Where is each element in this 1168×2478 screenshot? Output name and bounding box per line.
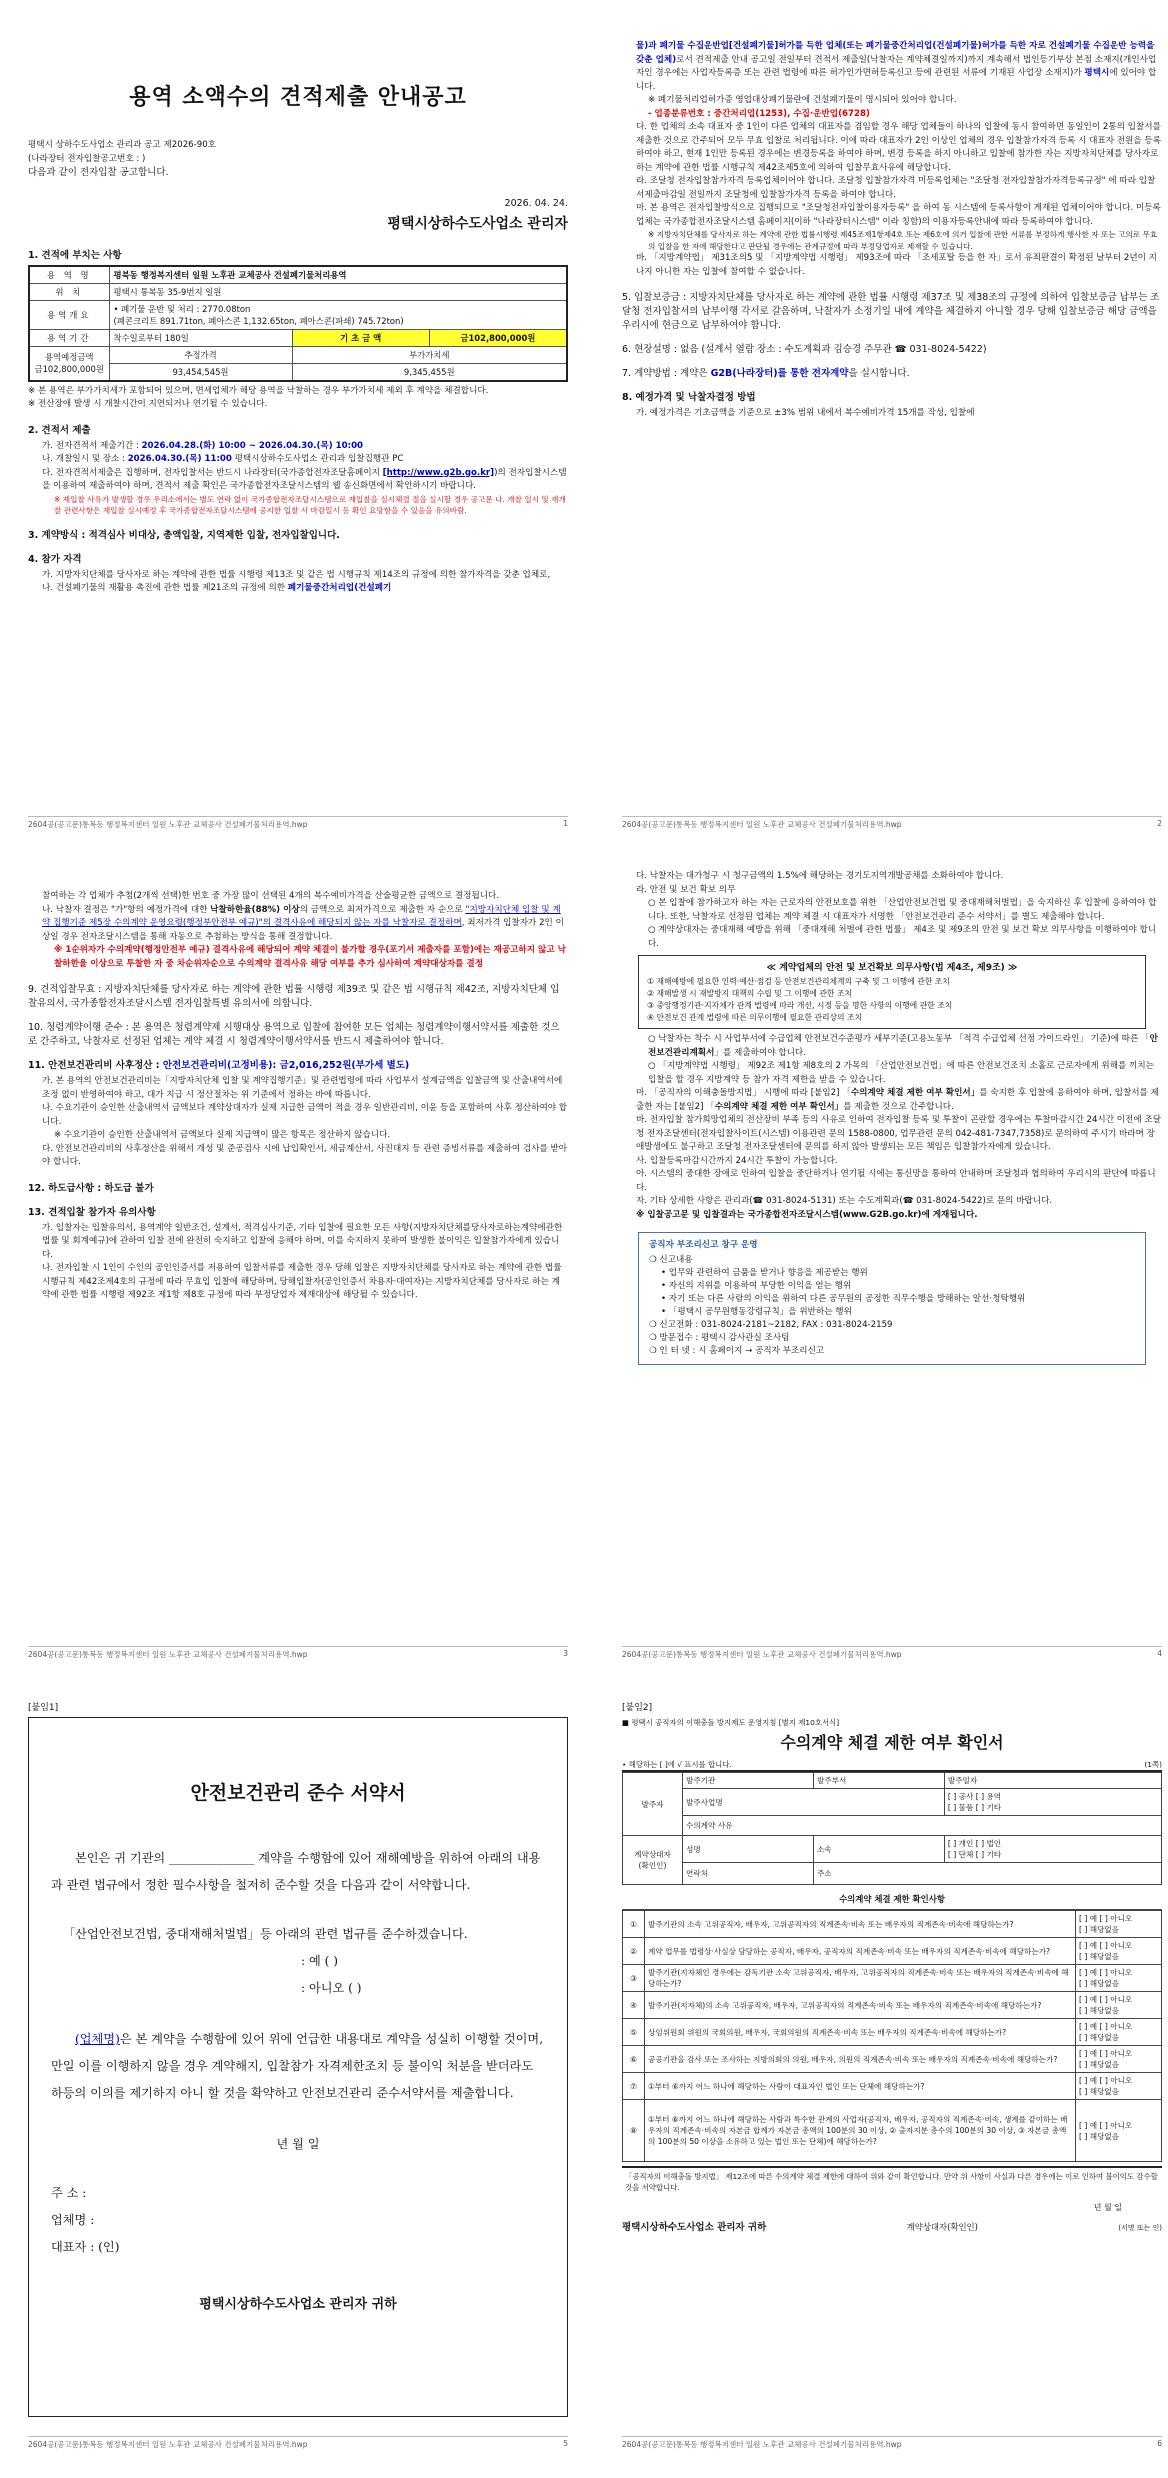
- corruption-report-box: [638, 1232, 1146, 1365]
- qualification-ba: 바. 「지방계약법」 제31조의5 및 「지방계약법 시행령」 제93조에 따라 「조세포탈 등을 한 자」로서 유죄판결이 확정된 날부터 2년이 지나지 아니한 자는 입찰에 참여할 수 없습니다.: [636, 253, 1157, 277]
- report-line: • 자기 또는 다른 사람의 이익을 위하여 다른 공무원의 공정한 직무수행을 방해하는 알선·청탁행위: [661, 1294, 1026, 1304]
- qualification-b-cont: [622, 40, 1162, 94]
- form-date: 년 월 일: [1093, 2203, 1122, 2212]
- item-ja: 자. 기타 상세한 사항은 관리과(☎ 031-8024-5131) 또는 수도계획과(☎ 031-8024-5422)로 문의 바랍니다.: [636, 1196, 1053, 1206]
- label-base-amount: 기 초 금 액: [293, 330, 429, 346]
- check-row: [623, 1938, 1162, 1965]
- footer-filename: 2604공(공고문)통복동 행정복지센터 일원 노후관 교체공사 건설폐기물처리용역.hwp: [622, 820, 902, 829]
- page-footer: [622, 2436, 1162, 2450]
- section-8-b-link-text: "지방자치단체 입찰 및 계약 집행기준 제5장 수의계약 운영요령(행정부안전부 예규)"의 결격사유에 해당되지 않는 자를 낙찰자로 결정하며: [42, 904, 561, 928]
- company-name-placeholder: (업체명): [75, 2032, 120, 2046]
- report-phone: ❍ 신고전화 : 031-8024-2181~2182, FAX : 031-8024-2159: [649, 1320, 893, 1330]
- waste-permit-note: ※ 폐기물처리업허가증 영업대상폐기물란에 건설폐기물이 명시되어 있어야 합니다.: [648, 95, 957, 105]
- check-row-number: ④: [623, 1992, 645, 2019]
- yes-no-checkbox[interactable]: [ ] 예 [ ] 아니오: [1079, 1968, 1133, 1977]
- type-checkbox-2[interactable]: [ ] 단체 [ ] 기타: [947, 1850, 1002, 1859]
- pledge-para-2: 「산업안전보건법, 중대재해처벌법」등 아래의 관련 법규를 준수하겠습니다.: [63, 1927, 468, 1941]
- submit-period: [28, 440, 568, 454]
- not-applicable-checkbox[interactable]: [ ] 해당없음: [1079, 2033, 1120, 2042]
- section-10: 10. 청렴계약이행 준수 : 본 용역은 청렴계약제 시행대상 용역으로 입찰에 참여한 모든 업체는 청렴계약이행서약서를 제출한 것으로 간주하고, 낙찰자로 선정된 업체는 계약 체결 시 청렴계약이행서약서를 반드시 제출하여야 합니다.: [28, 1022, 560, 1047]
- label-period: 용역기간: [29, 329, 109, 346]
- report-internet: ❍ 인 터 넷 : 시 홈페이지 → 공직자 부조리신고: [649, 1346, 825, 1356]
- section-11-a: 가. 본 용역의 안전보건관리비는「지방자치단체 입찰 및 계약집행기준」및 관련법령에 따라 사업부서 설계금액을 입찰금액 및 산출내역서에 조정 없이 반영하여야 하고, 대가 지급 시 정산절차는 위 기준에서 정하는 바에 따릅니다.: [42, 1076, 563, 1100]
- not-applicable-checkbox[interactable]: [ ] 해당없음: [1079, 2087, 1120, 2096]
- page-footer: [622, 1646, 1162, 1660]
- label-order-org: 발주기관: [683, 1773, 814, 1789]
- section-8-b-mid: 의 금액으로 최저가격으로 제출한 자 순으로: [299, 904, 466, 915]
- notice-number: 평택시 상하수도사업소 관리과 공고 제2026-90호: [28, 140, 216, 150]
- page-footer: [622, 816, 1162, 830]
- report-box-title: 공직자 부조리신고 창구 운영: [649, 1240, 758, 1250]
- pledge-form: [28, 1717, 568, 2417]
- not-applicable-checkbox[interactable]: [ ] 해당없음: [1079, 2131, 1120, 2141]
- yes-no-checkbox[interactable]: [ ] 예 [ ] 아니오: [1079, 2022, 1133, 2031]
- section-9: 9. 견적입찰무효 : 지방자치단체를 당사자로 하는 계약에 관한 법률 시행령 제39조 및 같은 법 시행규칙 제42조, 지방자치단체 입찰유의서, 국가종합전자조달시스템 전자입찰특별 유의서에 의합니다.: [28, 984, 560, 1009]
- notice-date: 2026. 04. 24.: [504, 197, 568, 209]
- annex-label: [붙임1]: [28, 1703, 59, 1713]
- form-signature[interactable]: (서명 또는 인): [1118, 2224, 1162, 2232]
- item-ma-end: 를 제출한 것으로 간주합니다.: [843, 1101, 954, 1112]
- section-2-heading: 2. 견적서 제출: [28, 424, 91, 436]
- check-row-answer[interactable]: [1076, 1938, 1162, 1965]
- section-11-b: 나. 수요기관이 승인한 산출내역서 금액보다 계약상대자가 실제 지급한 금액이 적을 경우 일반관리비, 이윤 등을 포함하여 사후 정산하여야 합니다.: [42, 1103, 568, 1127]
- industry-code: - 업종분류번호 : 중간처리업(1253), 수집·운반업(6728): [648, 108, 870, 119]
- submit-method-text-2: )의 전자입찰시스템을 이용하여 제출하여야 하며, 견적서 제출 확인은 국가종합전자조달시스템의 웹 송신화면에서 확인하시기 바랍니다.: [42, 467, 567, 491]
- section-1-heading: 1. 견적에 부치는 사항: [28, 249, 122, 261]
- section-7-end: 을 실시합니다.: [848, 368, 910, 379]
- pledge-ceo[interactable]: 대표자 : (인): [51, 2240, 120, 2254]
- label-contract-reason: 수의계약 사유: [683, 1816, 1162, 1836]
- footer-page-number: 6: [1157, 2439, 1162, 2448]
- value-base-amount: 금102,800,000원: [429, 330, 566, 346]
- section-11-label: 11. 안전보건관리비 사후정산 :: [28, 1060, 163, 1071]
- section-6: 6. 현장설명 : 없음 (설계서 열람 장소 : 수도계획과 김승경 주무관 ☎ 031-8024-5422): [622, 344, 987, 355]
- page-5: [28, 1700, 568, 2450]
- item-ba: 바. 전자입찰 참가희망업체의 전산장비 부족 등의 사유로 인하여 전자입찰 등록 및 투찰이 곤란할 경우에는 투찰마감시간 24시간 이전에 조달청 전자조달센터(전자입찰사이트(시스템) 이용관련 문의 1588-0800, 업무관련 문의 042-481-7347,7358)로 문의하여 주시기 바라며 장애발생에도 불구하고 조달청 전자조달센터에 문의를 하지 않아 발생되는 모든 책임은 입찰참가자에게 있습니다.: [636, 1115, 1161, 1152]
- section-8-b-rate: 낙찰하한율(88%) 이상: [210, 904, 300, 915]
- label-location: 위 치: [29, 283, 109, 300]
- section-7-label: 7. 계약방법 : 계약은: [622, 368, 711, 379]
- item-da: 다. 낙찰자는 대가청구 시 청구금액의 1.5%에 해당하는 경기도지역개발공채를 소화하여야 합니다.: [636, 871, 1004, 881]
- label-summary: 용역개요: [29, 300, 109, 329]
- safety-plan-text: ○ 낙찰자는 착수 시 사업부서에 수급업체 안전보건수준평가 세부기준(고용노동부 「적격 수급업체 선정 가이드라인」 기준)에 따른 「: [648, 1034, 1150, 1044]
- check-row-number: ⑧: [623, 2100, 645, 2162]
- footer-page-number: 3: [563, 1649, 568, 1658]
- footer-filename: 2604공(공고문)통복동 행정복지센터 일원 노후관 교체공사 건설폐기물처리용역.hwp: [28, 1650, 308, 1659]
- section-12: 12. 하도급사항 : 하도급 불가: [28, 1182, 154, 1194]
- check-row-question: ①부터 ⑥까지 어느 하나에 해당하는 사람과 특수한 관계의 사업자(공직자, 배우자, 공직자의 직계존속·비속, 생계를 같이하는 배우자의 직계존속·비속의 자본금 합계가 자본금 총액의 100분의 30 이상, ② 출자지분 총수의 100분의 30 이상, ③ 자본금 총액의 100분의 50 이상을 소유하고 있는 법인 또는 단체)에 해당하는가?: [645, 2100, 1076, 2162]
- safety-plan-title: 안전보건관리계획서: [648, 1034, 1158, 1058]
- note-vat: ※ 본 용역은 부가가치세가 포함되어 있으며, 면세업체가 해당 용역을 낙찰하는 경우 부가가치세 제외 후 계약을 체결합니다.: [28, 385, 489, 396]
- city-name: 평택시: [1084, 68, 1110, 78]
- section-11-c: 다. 안전보건관리비의 사후정산을 위해서 개성 및 준공검사 시에 납입확인서, 세금계산서, 사진대지 등 관련 증빙서류를 제출하여 검사를 받아야 합니다.: [42, 1143, 568, 1167]
- page-4: [622, 870, 1162, 1660]
- safety-plan-clause: [622, 1033, 1162, 1060]
- safety-duty-3: ③ 중앙행정기관·지자체가 관계 법령에 따라 개선, 시정 등을 명한 사항의 이행에 관한 조치: [647, 1001, 953, 1010]
- item-sa: 사. 입찰등록마감시간까지 24시간 투찰이 가능합니다.: [636, 1155, 838, 1166]
- page-footer: [28, 2436, 568, 2450]
- category-checkbox-1[interactable]: [ ] 공사 [ ] 용역: [947, 1792, 1002, 1801]
- label-contractor: 계약상대자 (확인인): [623, 1836, 683, 1885]
- submit-method: [28, 467, 568, 494]
- label-order-date: 발주일자: [944, 1773, 1161, 1789]
- rebid-note: ※ 제입찰 사유가 발생할 경우 우리소에서는 별도 연락 없이 국가종합전자조달시스템으로 재입찰을 실시체결 절을 실시할 경우 공고문 나. 개찰 일시 및 재개찰 관련사항은 재입찰 실시예정 후 국가종합전자조달시스템에 공지한 입찰 시 마감일시 등 확인 요망함을 수 있음을 유의바람.: [54, 494, 566, 515]
- qualification-da: 다. 한 업체의 소속 대표자 중 1인이 다른 업체의 대표자를 겸임할 경우 해당 업체들이 하나의 입찰에 동시 참여하면 동일인이 2통의 입찰서를 제출한 것으로 간주되어 모두 무효 입찰로 처리됩니다. 이에 따라 대표자가 2인 이상인 업체의 경우 입찰참가자격 등록 시 대표자 전원을 등록하여야 하고, 현재 1인만 등록된 경우에는 변경등록을 하여야 하며, 변경 등록을 하지 아니하고 입찰에 참가한 자는 지방자치단체를 당사자로 하는 계약에 관한 법률 시행규칙 제42조제5호에 의하여 입찰무효사유에 해당합니다.: [636, 122, 1161, 173]
- form-instruction: • 해당하는 [ ]에 √ 표시를 합니다.: [622, 1760, 732, 1769]
- label-name: 용 역 명: [29, 266, 109, 284]
- check-items-table: [622, 1910, 1162, 2162]
- item-ma-form-1: 수의계약 체결 제한 여부 확인서」: [850, 1088, 980, 1098]
- section-13-b: 나. 전자입찰 시 1인이 수인의 공인인증서를 저용하여 입찰서류를 제출한 경우 당해 입찰은 지방자치단체를 당사자로 하는 계약에 관한 법률 시행규칙 제42조제4호의 규정에 따라 무효입 입찰에 해당하며, 당해입찰자(공인인증서 차용자·대여자)는 지방자치단체를 당사자로 하는 계약에 관한 법률 시행령 제92조 제1항 제8호 규정에 따라 부정당업자 제재대상에 해당될 수 있습니다.: [42, 1263, 562, 1300]
- form-page-indicator: (1쪽): [1144, 1760, 1162, 1769]
- submit-method-text-1: 다. 전자견적서제출은 집행하며, 전자입찰서는 반드시 나라장터(국가종합전자조달홈페이지: [42, 467, 380, 478]
- section-11-amount: 안전보건관리비(고정비용): 금2,016,252원(부가세 별도): [162, 1060, 410, 1071]
- check-row: [623, 1911, 1162, 1938]
- pledge-para-1: 본인은 귀 기관의 ______________ 계약을 수행함에 있어 재해예방을 위하여 아래의 내용과 관련 법규에서 정한 필수사항을 철저히 준수할 것을 다음과 같이 서약합니다.: [51, 1851, 541, 1892]
- orderer-table: [622, 1772, 1162, 1885]
- report-line: • 업무와 관련하여 금품을 받거나 향응을 제공받는 행위: [661, 1268, 868, 1278]
- footer-filename: 2604공(공고문)통복동 행정복지센터 일원 노후관 교체공사 건설폐기물처리용역.hwp: [622, 2440, 902, 2449]
- section-11-heading: [28, 1057, 568, 1071]
- section-8-a-cont: 참여하는 각 업체가 추첨(2개씩 선택)한 번호 중 가장 많이 선택된 4개의 복수예비가격을 산술평균한 금액으로 결정됩니다.: [42, 891, 500, 901]
- check-row: [623, 2019, 1162, 2046]
- summary-line-1: • 폐기물 운반 및 처리 : 2770.08ton: [113, 303, 251, 314]
- value-location: 평택시 통복동 35-9번지 일원: [109, 283, 567, 300]
- form-title: 수의계약 체결 제한 여부 확인서: [780, 1733, 1004, 1752]
- value-estimated: 93,454,545원: [109, 363, 292, 381]
- footer-filename: 2604공(공고문)통복동 행정복지센터 일원 노후관 교체공사 건설폐기물처리용역.hwp: [28, 2440, 308, 2449]
- check-row-question: ①부터 ⑥까지 어느 하나에 해당하는 사람이 대표자인 법인 또는 단체에 해당하는가?: [645, 2073, 1076, 2100]
- yes-no-checkbox[interactable]: [ ] 예 [ ] 아니오: [1079, 2076, 1133, 2085]
- check-row: [623, 1965, 1162, 1992]
- check-row-answer[interactable]: [1076, 1992, 1162, 2019]
- check-row-answer[interactable]: [1076, 2073, 1162, 2100]
- g2b-notice: ※ 입찰공고문 및 입찰결과는 국가종합전자조달시스템(www.G2B.go.kr)에 게재됩니다.: [636, 1209, 978, 1220]
- check-row: [623, 1992, 1162, 2019]
- open-time-label: 나. 개찰일시 및 장소 :: [42, 454, 128, 464]
- section-7-highlight: G2B(나라장터)를 통한 전자계약: [710, 368, 849, 379]
- base-amount-cell: [292, 329, 567, 346]
- yes-no-checkbox[interactable]: [ ] 예 [ ] 아니오: [1079, 1914, 1133, 1923]
- issuer-org: 평택시상하수도사업소 관리자: [387, 215, 568, 232]
- note-delay: ※ 전산장애 발생 시 개찰시간이 지연되거나 연기될 수 있습니다.: [28, 399, 268, 409]
- check-row-number: ⑤: [623, 2019, 645, 2046]
- yes-no-checkbox[interactable]: [ ] 예 [ ] 아니오: [1079, 1941, 1133, 1950]
- qualification-ra: 라. 조달청 전자입찰참가자격 등록업체이어야 합니다. 조달청 입찰참가자격 미등록업체는 "조달청 전자입찰참가자격등록규정" 에 따라 입찰서제출마감일 전일까지 조달청에 입찰참가자격 등록을 하여야 합니다.: [636, 176, 1156, 200]
- page-2: [622, 40, 1162, 830]
- check-row-question: 계약 업무를 법령상·사실상 담당하는 공직자, 배우자, 공직자의 직계존속·비속 또는 배우자의 직계존속·비속에 해당하는가?: [645, 1938, 1076, 1965]
- section-8-b: [28, 904, 568, 945]
- page-1: [28, 40, 568, 830]
- value-vat: 9,345,455원: [292, 363, 567, 381]
- pledge-date: 년 월 일: [276, 2137, 320, 2151]
- pledge-address[interactable]: 주 소 :: [51, 2186, 87, 2200]
- label-contractor-name: 성명: [683, 1836, 814, 1863]
- page-footer: [28, 1646, 568, 1660]
- label-budget: [29, 346, 109, 381]
- pledge-no[interactable]: : 아니오 ( ): [301, 1981, 362, 1995]
- item-ma-form-2: 수의계약 체결 제한 여부 확인서」: [714, 1101, 844, 1112]
- check-row-answer[interactable]: [1076, 2100, 1162, 2162]
- yes-no-checkbox[interactable]: [ ] 예 [ ] 아니오: [1079, 1995, 1133, 2004]
- form-instruction-row: [622, 1759, 1162, 1772]
- project-info-table: [28, 265, 568, 382]
- summary-line-2: (폐콘크리트 891.71ton, 폐아스콘 1,132.65ton, 폐아스콘(파쇄) 745.72ton): [113, 315, 404, 326]
- report-line: ❍ 신고내용: [649, 1255, 693, 1265]
- open-time-value: 2026.04.30.(목) 11:00: [127, 454, 232, 464]
- check-row-question: 발주기관의 소속 고위공직자, 배우자, 고위공직자의 직계존속·비속 또는 배우자의 직계존속·비속에 해당하는가?: [645, 1911, 1076, 1938]
- item-ra: 라. 안전 및 보건 확보 의무: [636, 884, 736, 895]
- not-applicable-checkbox[interactable]: [ ] 해당없음: [1079, 1979, 1120, 1988]
- safety-clause-1: ○ 본 입찰에 참가하고자 하는 자는 근로자의 안전보호를 위한 「산업안전보건법 및 중대재해처벌법」을 숙지하신 후 입찰에 응하여야 합니다. 또한, 낙찰자로 선정된 업체는 계약 체결 시 대표자가 서명한 「안전보건관리 준수 서약서」를 별도 제출해야 합니다.: [648, 898, 1157, 922]
- check-row-question: 발주기관(지자체인 경우에는 감독기관 소속 고위공직자, 배우자, 고위공직자의 직계존속·비속 또는 배우자의 직계존속·비속에 해당하는가?: [645, 1965, 1076, 1992]
- safety-clause-2: ○ 계약상대자는 중대재해 예방을 위해 「중대재해 처벌에 관한 법률」 제4조 및 제9조의 안전 및 보건 확보 의무사항을 이행하여야 합니다.: [648, 925, 1157, 949]
- value-summary: [109, 300, 567, 329]
- safety-penalty-clause: ○ 「지방계약법 시행령」 제92조 제1항 제8호의 2 가목의 「산업안전보건법」에 따른 안전보건조치 소홀로 근로자에게 위해를 끼치는 입찰을 할 경우 지방계약 등 참가 자격 제한을 받을 수 있습니다.: [648, 1061, 1154, 1085]
- submit-period-value: 2026.04.28.(화) 10:00 ~ 2026.04.30.(목) 10:00: [141, 440, 364, 451]
- section-8-b-note: ※ 1순위자가 수의계약(행정안전부 예규) 결격사유에 해당되어 계약 체결이 불가할 경우(포기서 제출자를 포함)에는 재공고하지 않고 낙찰하한율 이상으로 투찰한 자 중 차순위자순으로 수의계약 결격사유 해당 여부를 추가 심사하여 계약대상자를 결정: [54, 945, 566, 969]
- pledge-company[interactable]: 업체명 :: [51, 2213, 95, 2227]
- not-applicable-checkbox[interactable]: [ ] 해당없음: [1079, 1952, 1120, 1961]
- section-8-b-text: 나. 낙찰자 결정은 "가"항의 예정가격에 대한: [42, 904, 211, 915]
- check-row-question: 공공기관을 감사 또는 조사하는 지방의회의 의원, 배우자, 의원의 직계존속·비속 또는 배우자의 직계존속·비속에 해당하는가?: [645, 2046, 1076, 2073]
- check-row-number: ⑥: [623, 2046, 645, 2073]
- item-ma-mid: 를 숙지한 후 입찰에 응하여야 하며, 입찰서를 제출한 자는 [붙임2] 「: [636, 1088, 1159, 1112]
- yes-no-checkbox[interactable]: [ ] 예 [ ] 아니오: [1079, 2049, 1133, 2058]
- check-items-header: 수의계약 체결 제한 확인사항: [622, 1889, 1162, 1910]
- qualification-b-highlight: 폐기물중간처리업(건설폐기: [287, 583, 392, 593]
- footer-page-number: 1: [563, 819, 568, 828]
- qualification-b-cont-text: 로서 견적제출 안내 공고일 전일부터 견적서 제출일(낙찰자는 계약체결일까지)까지 계속해서 법인등기부상 본점 소재지(개인사업자인 경우에는 사업자등록증 또는 관련 법령에 따른 허가인가면허등록신고 등에 관련된 서류에 기재된 사업장 소재지)가: [636, 54, 1157, 78]
- check-row: [623, 2100, 1162, 2162]
- intro-text: 다음과 같이 전자입찰 공고합니다.: [28, 167, 169, 178]
- form-signer-label: 계약상대자(확인인): [906, 2222, 978, 2232]
- form-sign-row: [622, 2219, 1162, 2233]
- footer-page-number: 2: [1157, 819, 1162, 828]
- label-contractor-address: 주소: [813, 1863, 1161, 1885]
- report-visit: ❍ 방문접수 : 평택시 감사관실 조사팀: [649, 1333, 790, 1343]
- form-law-ref: ■ 평택시 공직자의 이해충돌 방지제도 운영지침 [별지 제10호서식]: [622, 1718, 840, 1727]
- g2b-number: (나라장터 전자입찰공고번호 : ): [28, 153, 146, 164]
- col-estimated: 추정가격: [109, 346, 292, 363]
- section-4-heading: 4. 참가 자격: [28, 553, 82, 565]
- check-row-answer[interactable]: [1076, 1965, 1162, 1992]
- footer-filename: 2604공(공고문)통복동 행정복지센터 일원 노후관 교체공사 건설폐기물처리용역.hwp: [28, 820, 308, 829]
- contractor-type[interactable]: [944, 1836, 1161, 1863]
- check-row-answer[interactable]: [1076, 1911, 1162, 1938]
- safety-duties-title: ≪ 계약업체의 안전 및 보건확보 의무사항(법 제4조, 제9조) ≫: [766, 963, 1018, 973]
- annex-label: [붙임2]: [622, 1703, 653, 1713]
- section-11-b-note: ※ 수요기관이 승인한 산출내역서 금액보다 실제 지급액이 많은 항목은 정산하지 않습니다.: [54, 1130, 391, 1140]
- check-row-number: ③: [623, 1965, 645, 1992]
- pledge-yes[interactable]: : 예 ( ): [301, 1954, 339, 1968]
- page-6: [622, 1700, 1162, 2450]
- qualification-b: [28, 582, 568, 596]
- check-row-number: ②: [623, 1938, 645, 1965]
- section-8-a: 가. 예정가격은 기초금액을 기준으로 ±3% 범위 내에서 복수예비가격 15개를 작성, 입찰에: [636, 408, 975, 418]
- safety-duty-2: ② 재해발생 시 재발방지 대책의 수립 및 그 이행에 관한 조치: [647, 989, 853, 998]
- check-row: [623, 2073, 1162, 2100]
- section-8-b-end: , 최저가격 입찰자가 2인 이상일 경우 전자조달시스템을 통해 자동으로 추첨하는 방식을 통해 결정합니다.: [42, 918, 564, 942]
- section-5: 5. 입찰보증금 : 지방자치단체를 당사자로 하는 계약에 관한 법률 시행령 제37조 및 제38조의 규정에 의하여 입찰보증금 납부는 조달청 전자입찰서의 납부이행 각서로 갈음하며, 낙찰자가 소정기일 내에 계약을 체결하지 아니할 경우 당해 입찰보증금 해당 금액을 우리시에 현금으로 납부하여야 합니다.: [622, 292, 1160, 331]
- item-ma: [622, 1087, 1162, 1114]
- label-contractor-contact: 연락처: [683, 1863, 814, 1885]
- not-applicable-checkbox[interactable]: [ ] 해당없음: [1079, 2060, 1120, 2069]
- section-7: [622, 365, 1162, 379]
- check-row-question: 상임위원회 위원의 국회의원, 배우자, 국회의원의 직계존속·비속 또는 배우자의 직계존속·비속에 해당하는가?: [645, 2019, 1076, 2046]
- pledge-para-3: [51, 2026, 545, 2107]
- check-row-number: ①: [623, 1911, 645, 1938]
- not-applicable-checkbox[interactable]: [ ] 해당없음: [1079, 2006, 1120, 2015]
- safety-duty-4: ④ 안전보건 관계 법령에 따른 의무이행에 필요한 관리상의 조치: [647, 1013, 863, 1022]
- label-order-dept: 발주부서: [813, 1773, 944, 1789]
- budget-label-line1: 용역예정금액: [44, 352, 94, 362]
- safety-duty-1: ① 재해예방에 필요한 인력·예산·점검 등 안전보건관리체계의 구축 및 그 이행에 관한 조치: [647, 977, 950, 986]
- not-applicable-checkbox[interactable]: [ ] 해당없음: [1079, 1925, 1120, 1934]
- budget-label-line2: 금102,800,000원: [34, 364, 104, 374]
- section-3-heading: 3. 계약방식 : 적격심사 비대상, 총액입찰, 지역제한 입찰, 전자입찰입니다.: [28, 529, 340, 541]
- g2b-link[interactable]: [http://www.g2b.go.kr]: [382, 467, 495, 478]
- check-row-number: ⑦: [623, 2073, 645, 2100]
- open-time: [28, 453, 568, 467]
- page-3: [28, 870, 568, 1660]
- check-row-answer[interactable]: [1076, 2046, 1162, 2073]
- safety-duties-box: [638, 955, 1146, 1029]
- section-13-a: 가. 입찰자는 입찰유의서, 용역계약 일반조건, 설계서, 적격심사기준, 기타 입찰에 필요한 모든 사항(지방자치단체를당사자로하는계약에관한법률 및 회계예규)에 관하여 입찰 전에 완전히 숙지하고 입찰에 응해야 하며, 이를 숙지하지 못하여 발생한 불이익은 입찰참가자에게 있습니다.: [42, 1222, 563, 1260]
- label-order-name: 발주사업명: [683, 1789, 945, 1816]
- section-8-heading: 8. 예정가격 및 낙찰자결정 방법: [622, 392, 756, 403]
- check-row-answer[interactable]: [1076, 2019, 1162, 2046]
- label-orderer: 발주자: [623, 1773, 683, 1836]
- footer-page-number: 5: [563, 2439, 568, 2448]
- page-footer: [28, 816, 568, 830]
- pledge-para-3-text: 은 본 계약을 수행함에 있어 위에 언급한 내용대로 계약을 성실히 이행할 것이며, 만일 이를 이행하지 않을 경우 계약해지, 입찰참가 자격제한조치 등 불이익 처분을 받더라도 하등의 이의를 제기하지 아니 할 것을 확약하고 안전보건관리 준수서약서를 제출합니다.: [51, 2032, 544, 2100]
- qualification-b-cont-highlight: 물)과 폐기물 수집운반업[건설폐기물]허가를 득한 업체(또는 폐기물중간처리업(건설폐기물)허가를 득한 자로 건설폐기물 수집운반 능력을 갖춘 업체): [636, 41, 1155, 65]
- pledge-recipient: 평택시상하수도사업소 관리자 귀하: [199, 2297, 397, 2312]
- open-place: 평택시상하수도사업소 관리과 입찰집행관 PC: [231, 454, 404, 464]
- qualification-b-text: 나. 건설폐기물의 재활용 촉진에 관한 법률 제21조의 규정에 의한: [42, 583, 288, 593]
- item-ma-text: 마. 「공직자의 이해충돌방지법」 시행에 따라 [붙임2] 「: [636, 1088, 851, 1098]
- value-period: 착수일로부터 180일: [109, 329, 292, 346]
- value-name: 평북동 행정복지센터 일원 노후관 교체공사 건설폐기물처리용역: [109, 266, 567, 284]
- col-vat: 부가가치세: [292, 346, 567, 363]
- qualification-ma: 마. 본 용역은 전자입찰방식으로 집행되므로 "조달청전자입찰이용자등록" 을 하여 동 시스템에 등록사항이 게재된 업체이어야 합니다. 미등록 업체는 국가종합전자조달시스템 홈페이지(이하 "나라장터시스템" 이라 칭함)의 이용자등록안내에 따라 등록하여야 합니다.: [636, 203, 1161, 227]
- category-checkbox-2[interactable]: [ ] 물품 [ ] 기타: [947, 1803, 1002, 1812]
- footer-filename: 2604공(공고문)통복동 행정복지센터 일원 노후관 교체공사 건설폐기물처리용역.hwp: [622, 1650, 902, 1659]
- qualification-ma-note: ※ 지방자치단체를 당사자로 하는 계약에 관한 법률시행령 제45조제1항제4호 또는 제6호에 의거 입찰에 관한 서류를 부정하게 행사한 자 또는 고의로 무효의 입찰을 한 자에 해당한다고 판단될 경우에는 관계규정에 따라 부정당업자로 제재할 수 있습니다.: [648, 230, 1158, 251]
- item-a: 아. 시스템의 중대한 장애로 인하여 입찰을 중단하거나 연기될 시에는 통신망을 통하여 안내하며 조달청과 협의하여 우리시의 판단에 따릅니다.: [636, 1169, 1156, 1193]
- qualification-a: 가. 지방자치단체를 당사자로 하는 계약에 관한 법률 시행령 제13조 및 같은 법 시행규칙 제14조의 규정에 의한 참가자격을 갖춘 업체로,: [42, 569, 551, 580]
- section-13-heading: 13. 견적입찰 참가자 유의사항: [28, 1206, 156, 1218]
- order-category[interactable]: [944, 1789, 1161, 1816]
- type-checkbox-1[interactable]: [ ] 개인 [ ] 법인: [947, 1839, 1002, 1848]
- form-bottom-note: 「공직자의 이해충돌 방지법」 제12조에 따른 수의계약 체결 제한에 대하여 위와 같이 확인합니다. 만약 위 사항이 사실과 다른 경우에는 이로 인하여 불이익도 감수할 것을 서약합니다.: [622, 2166, 1162, 2196]
- yes-no-checkbox[interactable]: [ ] 예 [ ] 아니오: [1079, 2120, 1133, 2130]
- qualification-b-cont-end: 에 있어야 합니다.: [636, 68, 1157, 92]
- report-line: • 「평택시 공무원행동강령규칙」을 위반하는 행위: [661, 1307, 852, 1317]
- submit-period-label: 가. 전자견적서 제출기간 :: [42, 440, 142, 451]
- form-recipient: 평택시상하수도사업소 관리자 귀하: [622, 2222, 767, 2233]
- safety-plan-end: 」를 제출하여야 합니다.: [714, 1047, 806, 1058]
- footer-page-number: 4: [1157, 1649, 1162, 1658]
- label-contractor-affiliation: 소속: [813, 1836, 944, 1863]
- report-line: • 자신의 지위를 이용하여 부당한 이익을 얻는 행위: [661, 1281, 852, 1291]
- document-title: 용역 소액수의 견적제출 안내공고: [129, 84, 467, 110]
- pledge-title: 안전보건관리 준수 서약서: [190, 1782, 406, 1804]
- check-row-question: 발주기관(지자체)의 소속 고위공직자, 배우자, 고위공직자의 직계존속·비속 또는 배우자의 직계존속·비속에 해당하는가?: [645, 1992, 1076, 2019]
- check-row: [623, 2046, 1162, 2073]
